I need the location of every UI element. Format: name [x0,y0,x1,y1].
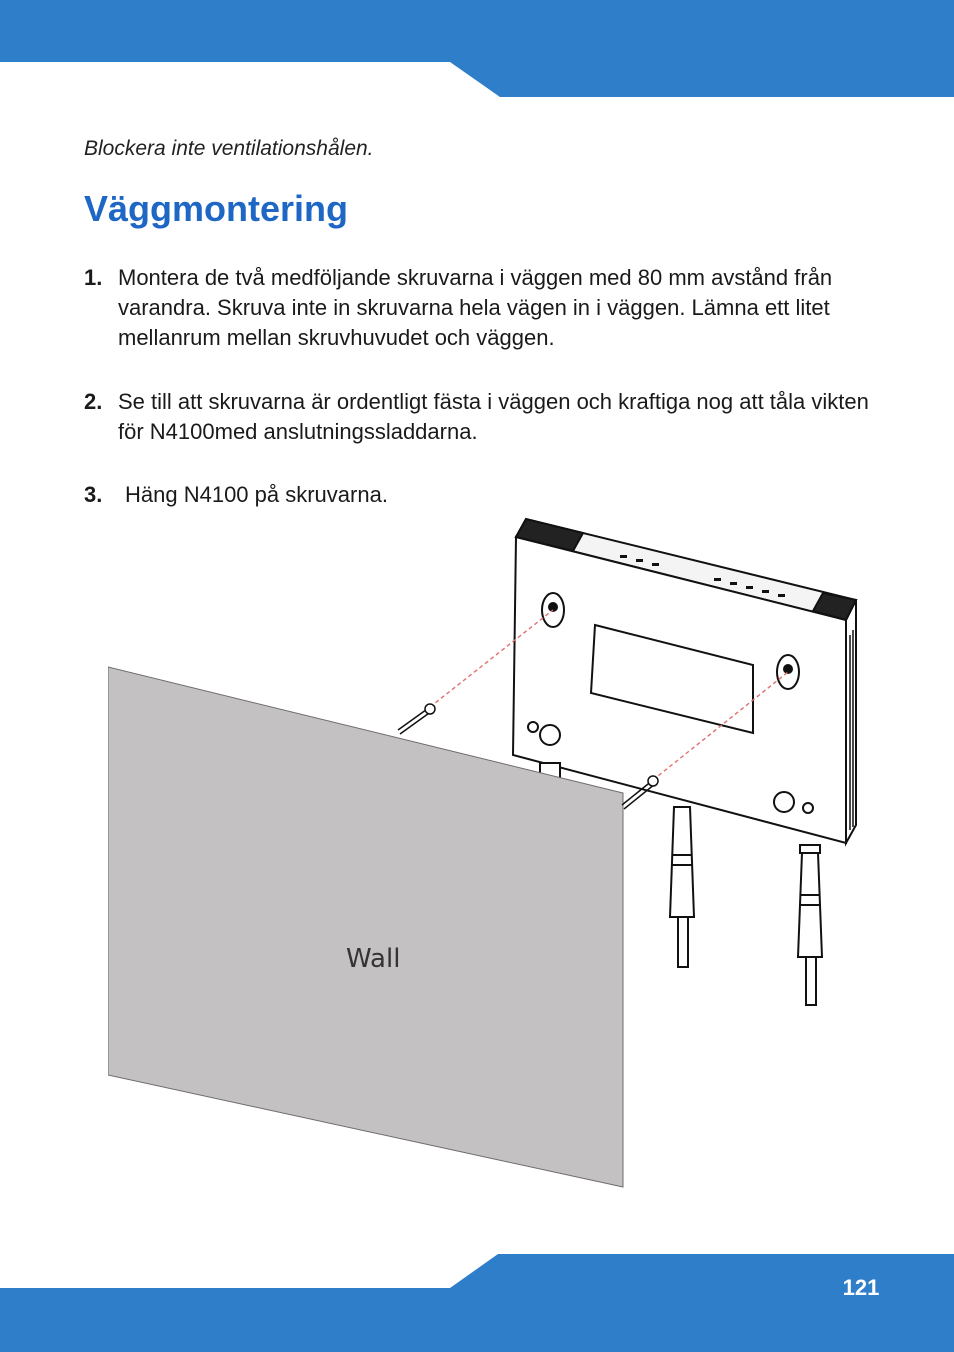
page-title: Väggmontering [84,188,349,229]
step-text: Häng N4100 på skruvarna. [125,482,388,507]
wall-label: Wall [346,944,401,974]
step-text: Montera de två medföljande skruvarna i väggen med 80 mm avstånd från varandra. Skruva inte in skruvarna hela vägen in i väggen. Lämna ett litet mellanrum mellan skruvhuvudet och väggen. [118,265,833,350]
footer-band [0,1254,954,1352]
header-band [0,0,954,97]
step-number: 2. [84,389,103,414]
step-number: 1. [84,265,103,290]
wall-mount-illustration [108,515,858,1190]
step-number: 3. [84,482,103,507]
step-text: Se till att skruvarna är ordentligt fästa i väggen och kraftiga nog att tåla vikten för N4100med anslutningssladdarna. [118,389,869,444]
ventilation-note: Blockera inte ventilationshålen. [84,137,374,160]
page-number: 121 [842,1275,880,1300]
